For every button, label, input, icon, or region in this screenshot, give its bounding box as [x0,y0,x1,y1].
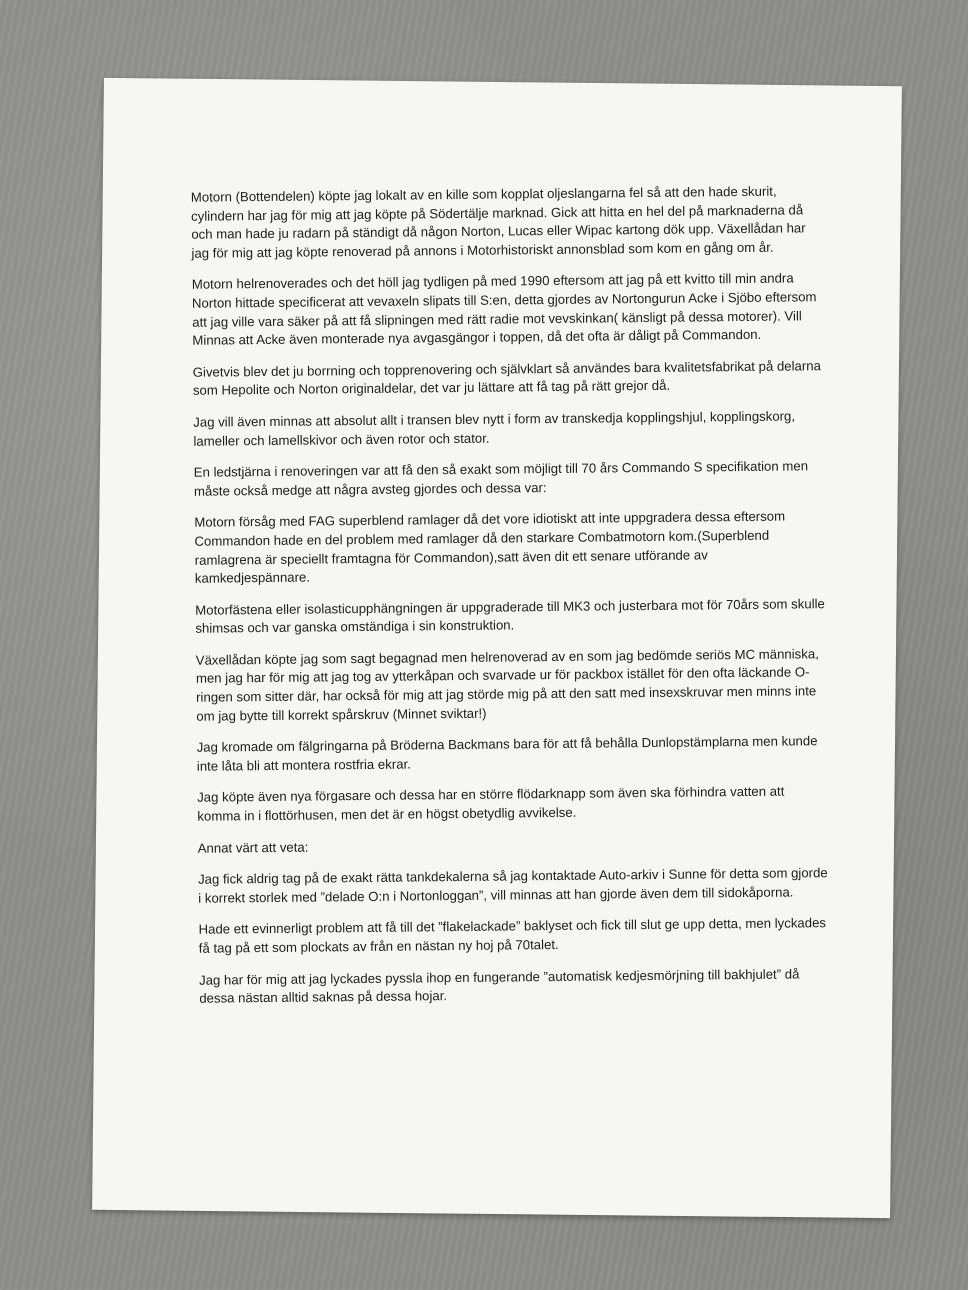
paragraph: Jag köpte även nya förgasare och dessa har en större flödarknapp som även ska förhindra vatten att komma in i flottörhusen, men det är en högst obetydlig avvikelse. [197,784,785,824]
paragraph: Jag vill även minnas att absolut allt i transen blev nytt i form av transkedja kopplingshjul, kopplingskorg, lameller och lamellskivor och även rotor och stator. [193,408,796,449]
paragraph: Jag fick aldrig tag på de exakt rätta tankdekalerna så jag kontaktade Auto-arkiv i Sunne för detta som gjorde i korrekt storlek med ”delade O:n i Nortonloggan”, vill minnas att han gjorde även dem till sidokåporna. [197,865,828,906]
paragraph: Motorn försåg med FAG superblend ramlager då det vore idiotiskt att inte uppgradera dessa eftersom Commandon hade en del problem med ramlager då den starkare Combatmotorn kom.(Superblend ramlagrena är speciellt framtagna för Commandon),satt även dit ett senare utförande av kamkedjespännare. [194,508,786,586]
document-text [191,182,830,1008]
paragraph: Jag har för mig att jag lyckades pyssla ihop en fungerande ”automatisk kedjesmörjning till bakhjulet” då dessa nästan alltid saknas på dessa hojar. [198,966,800,1006]
paragraph: En ledstjärna i renoveringen var att få den så exakt som möjligt till 70 års Commando S specifikation men måste också medge att några avsteg gjordes och dessa var: [193,458,809,499]
paragraph: Motorfästena eller isolasticupphängningen är uppgraderade till MK3 och justerbara mot för 70års som skulle shimsas och var ganska omständiga i sin konstruktion. [195,595,825,637]
paragraph: Växellådan köpte jag som sagt begagnad men helrenoverad av en som jag bedömde seriös MC människa, men jag har för mig att jag tog av ytterkåpan och svarvade ur för packbox istället för den ofta läckande O-ringen som sitter där, har också för mig att jag störde mig på att den satt med insexskruvar men minns inte om jag bytte till korrekt spårskruv (Minnet sviktar!) [195,646,819,724]
paragraph: Motorn (Bottendelen) köpte jag lokalt av en kille som kopplat oljeslangarna fel så att den hade skurit, cylindern har jag för mig att jag köpte på Södertälje marknad. Gick att hitta en hel del på marknaderna då och man hade ju radarn på ständigt då någon Norton, Lucas eller Wipac kartong dök upp. Växellådan har jag för mig att jag köpte renoverad på annons i Motorhistoriskt annonsblad som kom en gång om år. [190,183,806,261]
section-heading: Annat värt att veta: [197,839,309,856]
paragraph: Motorn helrenoverades och det höll jag tydligen på med 1990 eftersom att jag på ett kvitto till min andra Norton hittade specificerat att vevaxeln slipats till S:en, detta gjordes av Nortongurun Acke i Sjöbo eftersom att jag ville vara säker på att få slipningen med rätt radie mot vevskinkan( känsligt på dessa motorer). Vill Minnas att Acke även monterade nya avgasgängor i toppen, då det ofta är dåligt på Commandon. [191,270,817,348]
paper-sheet [92,78,902,1218]
paragraph: Jag kromade om fälgringarna på Bröderna Backmans bara för att få behålla Dunlopstämplarna men kunde inte låta bli att montera rostfria ekrar. [196,733,818,774]
paragraph: Hade ett evinnerligt problem att få till det ”flakelackade” baklyset och fick till slut ge upp detta, men lyckades få tag på ett som plockats av från en nästan ny hoj på 70talet. [198,915,827,956]
paragraph: Givetvis blev det ju borrning och topprenovering och självklart så användes bara kvalitetsfabrikat på delarna som Hepolite och Norton originaldelar, det var ju lättare att få tag på rätt grejor då. [192,357,821,399]
